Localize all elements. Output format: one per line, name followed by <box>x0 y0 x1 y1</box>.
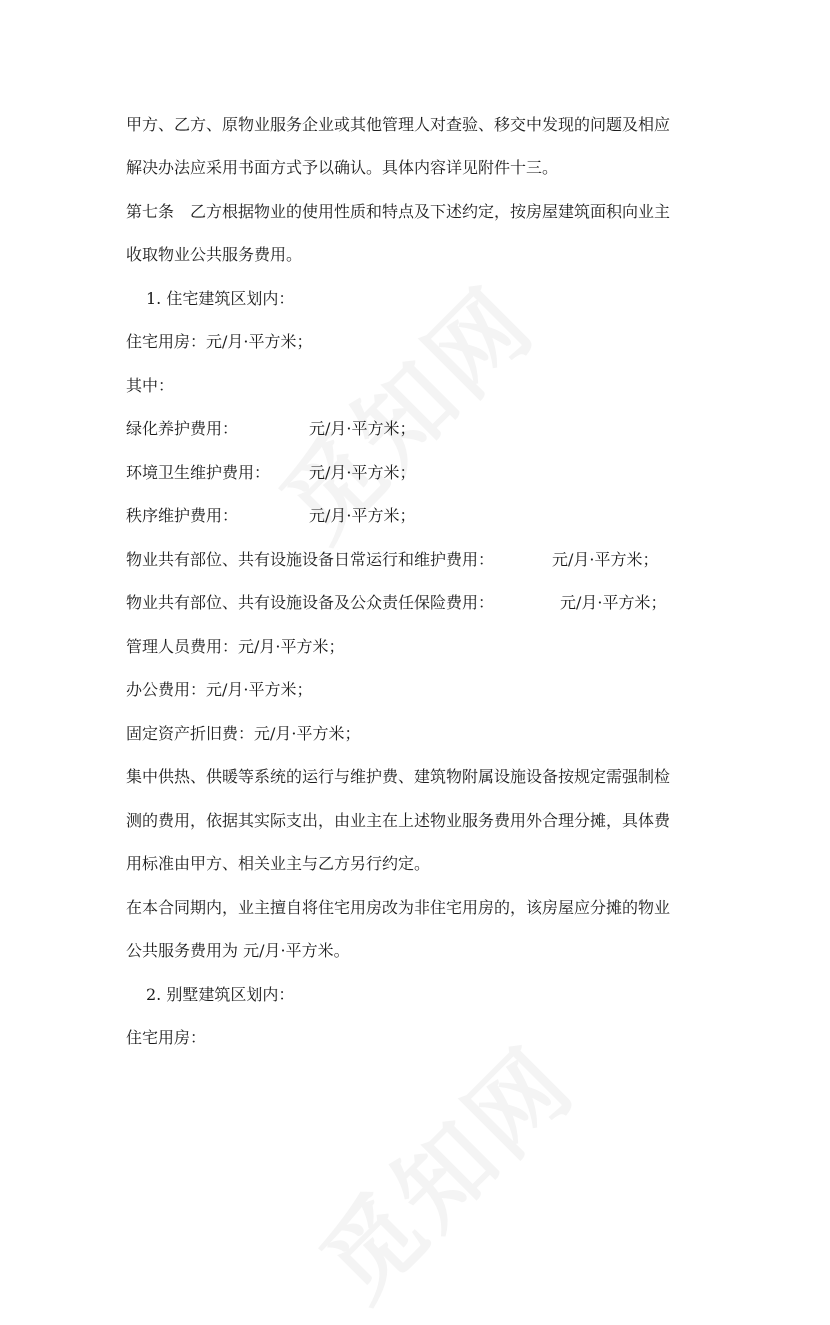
fee-item-rate: 元/月·平方米； <box>560 593 667 612</box>
fee-item-rate: 元/月·平方米； <box>552 550 659 569</box>
paragraph-line: 测的费用，依据其实际支出，由业主在上述物业服务费用外合理分摊，具体费 <box>126 811 671 830</box>
paragraph-line: 用标准由甲方、相关业主与乙方另行约定。 <box>126 854 431 873</box>
fee-item <box>126 506 416 526</box>
fee-item <box>126 550 659 570</box>
paragraph-line: 收取物业公共服务费用。 <box>126 245 303 264</box>
fee-item-label: 绿化养护费用： <box>126 419 239 438</box>
fee-item-label: 秩序维护费用： <box>126 506 239 525</box>
paragraph-line: 甲方、乙方、原物业服务企业或其他管理人对查验、移交中发现的问题及相应 <box>126 115 671 134</box>
paragraph-line: 解决办法应采用书面方式予以确认。具体内容详见附件十三。 <box>126 158 559 177</box>
paragraph-line: 其中： <box>126 376 175 395</box>
fee-item-label: 物业共有部位、共有设施设备及公众责任保险费用： <box>126 593 495 612</box>
paragraph-line: 集中供热、供暖等系统的运行与维护费、建筑物附属设施设备按规定需强制检 <box>126 767 671 786</box>
paragraph-line: 住宅用房： <box>126 1028 207 1047</box>
paragraph-line: 管理人员费用：元/月·平方米； <box>126 637 345 656</box>
paragraph-line: 公共服务费用为 元/月·平方米。 <box>126 941 350 960</box>
fee-item-rate: 元/月·平方米； <box>309 463 416 482</box>
paragraph-line: 在本合同期内，业主擅自将住宅用房改为非住宅用房的，该房屋应分摊的物业 <box>126 898 671 917</box>
section-heading: 1. 住宅建筑区划内： <box>146 289 295 308</box>
fee-item <box>126 593 667 613</box>
fee-item-label: 环境卫生维护费用： <box>126 463 271 482</box>
paragraph-line: 办公费用：元/月·平方米； <box>126 680 313 699</box>
fee-item-label: 物业共有部位、共有设施设备日常运行和维护费用： <box>126 550 495 569</box>
paragraph-line: 固定资产折旧费：元/月·平方米； <box>126 724 361 743</box>
watermark <box>286 1012 599 1325</box>
section-heading: 2. 别墅建筑区划内： <box>146 985 295 1004</box>
fee-item-rate: 元/月·平方米； <box>309 506 416 525</box>
fee-item-rate: 元/月·平方米； <box>309 419 416 438</box>
fee-item <box>126 419 416 439</box>
paragraph-line: 第七条 乙方根据物业的使用性质和特点及下述约定，按房屋建筑面积向业主 <box>126 202 671 221</box>
paragraph-line: 住宅用房：元/月·平方米； <box>126 332 313 351</box>
fee-item <box>126 463 416 483</box>
